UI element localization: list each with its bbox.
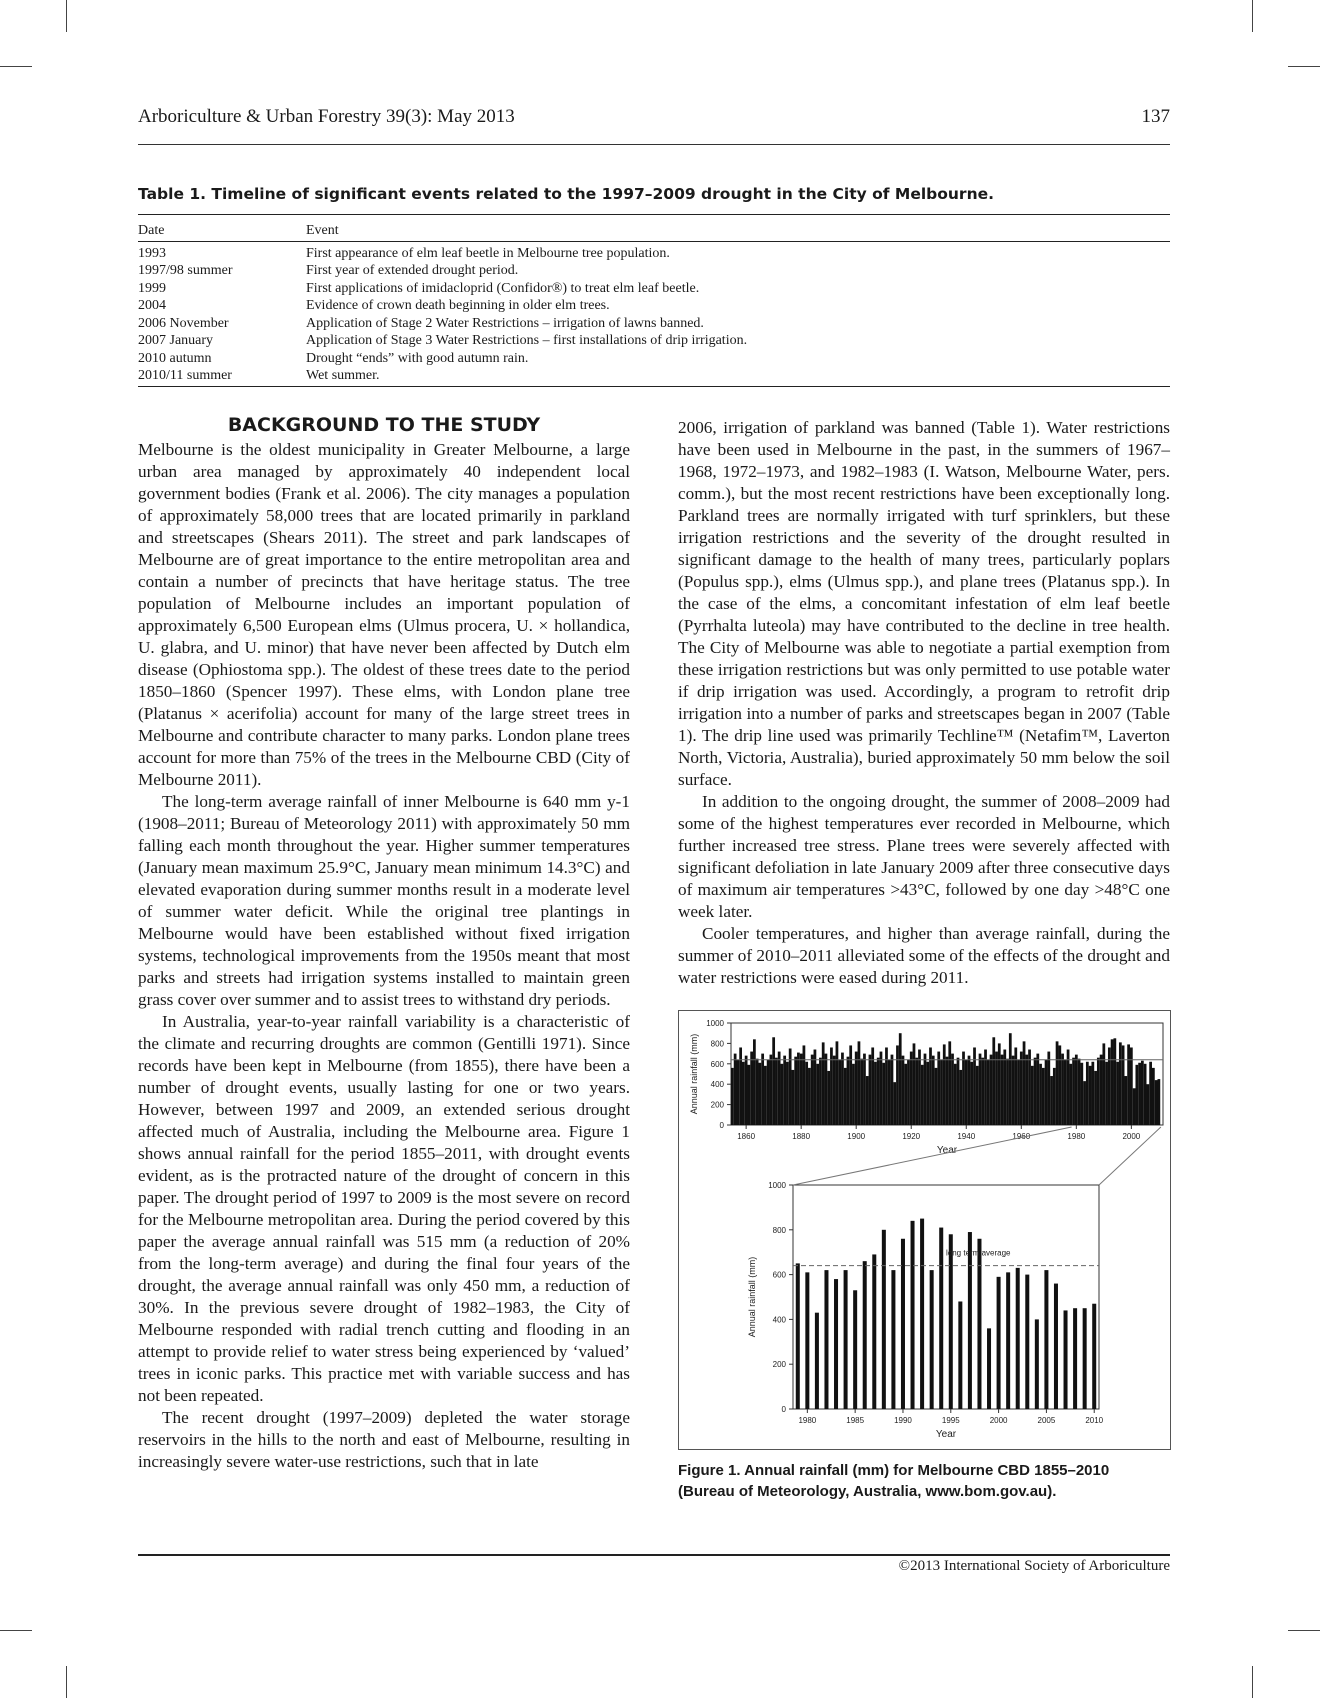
rainfall-bar	[1127, 1044, 1130, 1125]
rainfall-bar	[1039, 1064, 1042, 1125]
rainfall-bar	[1122, 1045, 1125, 1125]
x-tick-label: 1860	[737, 1132, 756, 1141]
rainfall-bar	[1054, 1284, 1058, 1409]
crop-mark	[0, 66, 32, 67]
y-axis-label: Annual rainfall (mm)	[689, 1033, 699, 1115]
rainfall-bar	[739, 1047, 742, 1125]
rainfall-bar	[1072, 1058, 1075, 1125]
rainfall-bar	[1014, 1047, 1017, 1125]
plot-frame	[793, 1185, 1099, 1409]
rainfall-bar	[1044, 1270, 1048, 1409]
y-tick-label: 0	[719, 1121, 724, 1130]
x-tick-label: 1995	[941, 1416, 960, 1425]
rainfall-bar	[998, 1043, 1001, 1125]
y-tick-label: 1000	[768, 1181, 786, 1190]
rainfall-bar	[781, 1064, 784, 1125]
crop-mark	[1288, 1630, 1320, 1631]
rainfall-bar	[737, 1060, 740, 1125]
rainfall-bar	[770, 1055, 773, 1125]
rainfall-bar	[1020, 1052, 1023, 1125]
y-axis-label: Annual rainfall (mm)	[747, 1256, 757, 1338]
rainfall-bar	[853, 1290, 857, 1409]
rainfall-bar	[866, 1076, 869, 1125]
page-number: 137	[1141, 106, 1170, 127]
rainfall-bar	[1028, 1050, 1031, 1125]
rainfall-bar	[984, 1050, 987, 1125]
y-tick-label: 800	[772, 1225, 786, 1235]
table-column-header: Date	[138, 215, 306, 242]
figure-caption: Figure 1. Annual rainfall (mm) for Melbourne CBD 1855–2010 (Bureau of Meteorology, Australia, www.bom.gov.au).	[678, 1462, 1110, 1500]
rainfall-bar	[764, 1066, 767, 1125]
rainfall-bar	[1116, 1062, 1119, 1125]
rainfall-bar	[1155, 1080, 1158, 1125]
rainfall-bar	[973, 1047, 976, 1125]
journal-title: Arboriculture & Urban Forestry 39(3): May 2013	[138, 106, 515, 127]
y-tick-label: 400	[710, 1080, 724, 1090]
section-title: BACKGROUND TO THE STUDY	[227, 414, 541, 436]
rainfall-bar	[1016, 1268, 1020, 1409]
crop-mark	[0, 1630, 32, 1631]
rainfall-bar	[990, 1055, 993, 1125]
rainfall-bar	[1064, 1310, 1068, 1409]
table-cell-date: 2010/11 summer	[138, 367, 306, 386]
rainfall-bar	[1023, 1041, 1026, 1125]
rainfall-bar	[937, 1052, 940, 1125]
rainfall-bar	[1141, 1061, 1144, 1125]
rainfall-bar	[844, 1068, 847, 1125]
rainfall-bar	[1045, 1060, 1048, 1125]
rainfall-bar	[792, 1070, 795, 1125]
table-cell-event: Application of Stage 2 Water Restrictions – irrigation of lawns banned.	[306, 315, 704, 331]
rainfall-bar	[1097, 1058, 1100, 1125]
table-cell-date: 2006 November	[138, 315, 229, 331]
rainfall-bar	[1133, 1088, 1136, 1125]
rainfall-bar	[924, 1054, 927, 1125]
rainfall-bar	[918, 1050, 921, 1125]
rainfall-bar	[816, 1064, 819, 1125]
rainfall-bar	[847, 1057, 850, 1125]
rainfall-bar	[877, 1058, 880, 1125]
rainfall-bar	[1083, 1308, 1087, 1409]
rainfall-bar	[1047, 1052, 1050, 1125]
table-row	[138, 241, 1170, 262]
rainfall-bar	[794, 1057, 797, 1125]
table-row	[138, 367, 1170, 386]
rainfall-bar	[772, 1037, 775, 1125]
rainfall-bar	[1102, 1043, 1105, 1125]
rainfall-bar	[940, 1060, 943, 1125]
rainfall-bar	[811, 1055, 814, 1125]
zoom-connector-line	[793, 1127, 1072, 1185]
rainfall-chart	[679, 1011, 1170, 1449]
x-tick-label: 1900	[847, 1132, 866, 1141]
rainfall-bar	[1146, 1084, 1149, 1125]
rainfall-bar	[759, 1063, 762, 1125]
rainfall-bar	[1135, 1065, 1138, 1125]
rainfall-bar	[926, 1062, 929, 1125]
rainfall-bar	[893, 1082, 896, 1125]
table-cell-date: 2004	[138, 298, 166, 313]
rainfall-bar	[885, 1047, 888, 1125]
rainfall-bar	[1056, 1041, 1059, 1125]
rainfall-bar	[943, 1044, 946, 1125]
x-tick-label: 1985	[846, 1416, 865, 1425]
copyright-footer: ©2013 International Society of Arboriculture	[898, 1558, 1170, 1574]
rainfall-bar	[882, 1230, 886, 1409]
y-tick-label: 200	[772, 1360, 786, 1370]
rainfall-bar	[911, 1221, 915, 1409]
rainfall-bar	[1034, 1058, 1037, 1125]
rainfall-bar	[1006, 1272, 1010, 1409]
rainfall-bar	[808, 1068, 811, 1125]
rainfall-bar	[871, 1047, 874, 1125]
y-tick-label: 600	[710, 1059, 724, 1069]
rainfall-bar	[761, 1054, 764, 1125]
rainfall-bar	[819, 1058, 822, 1125]
body-column-right	[678, 417, 1170, 989]
rainfall-bar	[1091, 1062, 1094, 1125]
rainfall-bar	[1073, 1308, 1077, 1409]
rainfall-bar	[860, 1059, 863, 1125]
rainfall-bar	[852, 1064, 855, 1125]
rainfall-bar	[1157, 1079, 1160, 1125]
rainfall-bar	[863, 1261, 867, 1409]
rainfall-bar	[796, 1263, 800, 1409]
body-paragraph: Cooler temperatures, and higher than average rainfall, during the summer of 2010–2011 alleviated some of the effects of the drought and water restrictions were eased during 2011.	[678, 924, 1170, 987]
rainfall-bar	[1152, 1068, 1155, 1125]
rainfall-bar	[767, 1060, 770, 1125]
rainfall-bar	[756, 1059, 759, 1125]
rainfall-bar	[1006, 1059, 1009, 1125]
rainfall-bar	[891, 1055, 894, 1125]
rainfall-bar	[913, 1043, 916, 1125]
rainfall-bar	[965, 1060, 968, 1125]
rainfall-bar	[1053, 1068, 1056, 1125]
rainfall-bar	[858, 1041, 861, 1125]
x-tick-label: 2010	[1085, 1416, 1104, 1425]
rainfall-bar	[783, 1056, 786, 1125]
rainfall-bar	[995, 1052, 998, 1125]
rainfall-bar	[1025, 1055, 1028, 1125]
rainfall-bar	[882, 1063, 885, 1125]
rainfall-bar	[1092, 1304, 1096, 1409]
body-paragraph: 2006, irrigation of parkland was banned (Table 1). Water restrictions have been used in Melbourne in the past, in the summers of 1967–1968, 1972–1973, and 1982–1983 (I. Watson, Melbourne Water, pers. comm.), but the most recent restrictions have been exceptionally long. Parkland trees are normally irrigated with turf sprinklers, but these irrigation restrictions and the severity of the drought resulted in significant damage to the health of many trees, particularly poplars (Populus spp.), elms (Ulmus spp.), and plane trees (Platanus spp.). In the case of the elms, a concomitant infestation of elm leaf beetle (Pyrrhalta luteola) may have contributed to the decline in tree health. The City of Melbourne was able to negotiate a partial exemption from these irrigation restrictions but was only permitted to use potable water if drip irrigation was used. Accordingly, a program to retrofit drip irrigation into a number of parks and streetscapes began in 2007 (Table 1). The drip line used was primarily Techline™ (Netafim™, Laverton North, Victoria, Australia), buried approximately 50 mm below the soil surface.	[678, 418, 1170, 789]
body-paragraph: Melbourne is the oldest municipality in Greater Melbourne, a large urban area managed by approximately 40 independent local government bodies (Frank et al. 2006). The city manages a population of approximately 58,000 trees that are located primarily in parkland and streetscapes (Shears 2011). The street and park landscapes of Melbourne are of great importance to the entire metropolitan area and contain a number of precincts that have heritage status. The tree population of Melbourne includes an important population of approximately 6,500 European elms (Ulmus procera, U. × hollandica, U. glabra, and U. minor) that have never been affected by Dutch elm disease (Ophiostoma spp.). The oldest of these trees date to the period 1850–1860 (Spencer 1997). These elms, with London plane tree (Platanus × acerifolia) account for many of the large street trees in Melbourne and contribute character to many parks. London plane trees account for more than 75% of the trees in the Melbourne CBD (City of Melbourne 2011).	[138, 440, 630, 789]
figure-1	[678, 1010, 1171, 1450]
rainfall-bar	[1130, 1047, 1133, 1125]
rainfall-bar	[935, 1068, 938, 1125]
rainfall-bar	[815, 1313, 819, 1409]
table-cell-date: 1993	[138, 245, 166, 261]
table-row	[138, 315, 1170, 333]
table-cell-date: 2007 January	[138, 333, 214, 348]
rainfall-bar	[1035, 1319, 1039, 1409]
rainfall-bar	[1138, 1063, 1141, 1125]
rainfall-bar	[1113, 1038, 1116, 1125]
footer-rule	[138, 1554, 1170, 1556]
rainfall-bar	[1012, 1056, 1015, 1125]
rainfall-bar	[863, 1054, 866, 1125]
x-tick-label: 1880	[792, 1132, 811, 1141]
crop-mark	[1288, 66, 1320, 67]
rainfall-bar	[902, 1056, 905, 1125]
rainfall-bar	[1144, 1064, 1147, 1125]
rainfall-bar	[992, 1037, 995, 1125]
rainfall-bar	[825, 1054, 828, 1125]
header-rule	[138, 144, 1170, 145]
rainfall-bar	[1069, 1064, 1072, 1125]
rainfall-bar	[1003, 1050, 1006, 1125]
rainfall-bar	[814, 1050, 817, 1125]
rainfall-bar	[803, 1045, 806, 1125]
rainfall-bar	[915, 1058, 918, 1125]
x-axis-label: Year	[935, 1429, 957, 1440]
rainfall-bar	[946, 1057, 949, 1125]
table-cell-event: Wet summer.	[306, 367, 1170, 386]
rainfall-bar	[891, 1270, 895, 1409]
rainfall-bar	[874, 1062, 877, 1125]
rainfall-bar	[979, 1054, 982, 1125]
rainfall-bar	[834, 1279, 838, 1409]
rainfall-bar	[830, 1047, 833, 1125]
rainfall-bar	[962, 1052, 965, 1125]
rainfall-bar	[1149, 1062, 1152, 1125]
reference-line-label: long term average	[946, 1248, 1011, 1258]
rainfall-bar	[987, 1060, 990, 1125]
rainfall-bar	[800, 1054, 803, 1125]
rainfall-bar	[932, 1056, 935, 1125]
table-cell-event: First year of extended drought period.	[306, 263, 519, 278]
table-row	[138, 280, 1170, 298]
table-cell-event: First applications of imidacloprid (Confidor®) to treat elm leaf beetle.	[306, 280, 700, 296]
rainfall-bar	[836, 1041, 839, 1125]
rainfall-bar	[1050, 1076, 1053, 1125]
rainfall-bar	[1025, 1275, 1029, 1409]
rainfall-bar	[750, 1052, 753, 1125]
rainfall-bar	[921, 1065, 924, 1125]
crop-mark	[1252, 1666, 1253, 1698]
table-cell-event: First appearance of elm leaf beetle in Melbourne tree population.	[306, 245, 670, 261]
rainfall-bar	[844, 1270, 848, 1409]
rainfall-bar	[1119, 1042, 1122, 1125]
rainfall-bar	[805, 1062, 808, 1125]
rainfall-bar	[1058, 1045, 1061, 1125]
table-cell-event: Drought “ends” with good autumn rain.	[306, 350, 529, 366]
rainfall-bar	[1067, 1050, 1070, 1125]
rainfall-bar	[827, 1071, 830, 1125]
table-cell-date: 1997/98 summer	[138, 263, 233, 278]
rainfall-bar	[948, 1041, 951, 1125]
rainfall-bar	[968, 1232, 972, 1409]
rainfall-bar	[981, 1058, 984, 1125]
rainfall-bar	[951, 1054, 954, 1125]
table-header-row	[138, 215, 1170, 242]
x-tick-label: 2000	[989, 1416, 1008, 1425]
rainfall-bar	[838, 1060, 841, 1125]
rainfall-bar	[949, 1234, 953, 1409]
rainfall-bar	[1086, 1062, 1089, 1125]
x-tick-label: 1920	[902, 1132, 921, 1141]
rainfall-bar	[753, 1039, 756, 1125]
rainfall-bar	[901, 1239, 905, 1409]
rainfall-bar	[977, 1239, 981, 1409]
rainfall-bar	[748, 1065, 751, 1125]
rainfall-bar	[872, 1254, 876, 1409]
rainfall-bar	[778, 1052, 781, 1125]
rainfall-bar	[896, 1045, 899, 1125]
rainfall-bar	[1124, 1076, 1127, 1125]
rainfall-bar	[959, 1070, 962, 1125]
rainfall-bar	[869, 1055, 872, 1125]
rainfall-bar	[968, 1056, 971, 1125]
x-tick-label: 1990	[894, 1416, 912, 1425]
rainfall-bar	[888, 1060, 891, 1125]
crop-mark	[1252, 0, 1253, 32]
rainfall-bar	[954, 1064, 957, 1125]
table-cell-event: Application of Stage 3 Water Restrictions – first installations of drip irrigation.	[306, 333, 748, 348]
table-row	[138, 297, 1170, 315]
table-column-header: Event	[306, 215, 1170, 242]
rainfall-bar	[1100, 1055, 1103, 1125]
rainfall-bar	[742, 1062, 745, 1125]
crop-mark	[66, 1666, 67, 1698]
rainfall-bar	[1108, 1047, 1111, 1125]
y-tick-label: 0	[781, 1405, 786, 1414]
rainfall-bar	[920, 1219, 924, 1409]
rainfall-bar	[929, 1047, 932, 1125]
rainfall-bar	[904, 1064, 907, 1125]
rainfall-bar	[745, 1056, 748, 1125]
rainfall-bar	[1111, 1039, 1114, 1125]
rainfall-bar	[786, 1062, 789, 1125]
rainfall-bar	[1078, 1059, 1081, 1125]
rainfall-bar	[1001, 1055, 1004, 1125]
rainfall-bar	[1080, 1063, 1083, 1125]
rainfall-bar	[855, 1052, 858, 1125]
rainfall-bar	[907, 1060, 910, 1125]
rainfall-bar	[1083, 1081, 1086, 1125]
rainfall-bar	[1036, 1054, 1039, 1125]
rainfall-bar	[997, 1277, 1001, 1409]
body-column-left	[138, 439, 630, 1473]
rainfall-bar	[805, 1272, 809, 1409]
table-cell-event: Evidence of crown death beginning in older elm trees.	[306, 298, 610, 313]
body-paragraph: In addition to the ongoing drought, the summer of 2008–2009 had some of the highest temperatures ever recorded in Melbourne, which further increased tree stress. Plane trees were severely affected with significant defoliation in late January 2009 after three consecutive days of maximum air temperatures >43°C, followed by one day >48°C one week later.	[678, 792, 1170, 921]
y-tick-label: 600	[772, 1270, 786, 1280]
rainfall-bar	[1017, 1060, 1020, 1125]
table-row	[138, 332, 1170, 350]
x-tick-label: 2000	[1122, 1132, 1141, 1141]
x-tick-label: 1980	[1067, 1132, 1086, 1141]
rainfall-bar	[734, 1054, 737, 1125]
rainfall-bar	[1094, 1071, 1097, 1125]
rainfall-bar	[1064, 1060, 1067, 1125]
rainfall-bar	[1105, 1062, 1108, 1125]
rainfall-bar	[731, 1068, 734, 1125]
rainfall-bar	[775, 1058, 778, 1125]
x-tick-label: 1960	[1012, 1132, 1031, 1141]
rainfall-bar	[1089, 1066, 1092, 1125]
rainfall-bar	[930, 1270, 934, 1409]
table-row	[138, 262, 1170, 280]
x-axis-label: Year	[936, 1145, 958, 1156]
y-tick-label: 400	[772, 1315, 786, 1325]
table-cell-date: 2010 autumn	[138, 350, 212, 366]
rainfall-bar	[833, 1056, 836, 1125]
running-head	[138, 106, 1170, 128]
table-row	[138, 350, 1170, 368]
rainfall-bar	[1009, 1033, 1012, 1125]
rainfall-bar	[957, 1058, 960, 1125]
rainfall-bar	[841, 1053, 844, 1125]
rainfall-bar	[976, 1066, 979, 1125]
x-tick-label: 1980	[798, 1416, 817, 1425]
table-caption: Table 1. Timeline of significant events related to the 1997–2009 drought in the City of Melbourne.	[138, 185, 995, 203]
y-tick-label: 200	[710, 1100, 724, 1110]
y-tick-label: 1000	[706, 1019, 724, 1028]
x-tick-label: 2005	[1037, 1416, 1056, 1425]
rainfall-bar	[939, 1228, 943, 1409]
rainfall-bar	[849, 1045, 852, 1125]
rainfall-bar	[824, 1270, 828, 1409]
rainfall-bar	[880, 1052, 883, 1125]
rainfall-bar	[1061, 1054, 1064, 1125]
table-cell-date: 1999	[138, 280, 166, 296]
rainfall-bar	[1031, 1066, 1034, 1125]
crop-mark	[66, 0, 67, 32]
rainfall-bar	[822, 1042, 825, 1125]
rainfall-bar	[1042, 1068, 1045, 1125]
rainfall-bar	[970, 1062, 973, 1125]
rainfall-bar	[987, 1328, 991, 1409]
x-tick-label: 1940	[957, 1132, 976, 1141]
timeline-table	[138, 214, 1170, 387]
rainfall-bar	[910, 1052, 913, 1125]
rainfall-bar	[899, 1033, 902, 1125]
y-tick-label: 800	[710, 1039, 724, 1049]
body-paragraph: In Australia, year-to-year rainfall variability is a characteristic of the climate and recurring droughts are common (Gentilli 1971). Since records have been kept in Melbourne (from 1855), there have been a number of drought events, usually lasting for one or two years. However, between 1997 and 2009, an extended serious drought affected much of Australia, including the Melbourne area. Figure 1 shows annual rainfall for the period 1855–2011, with drought events evident, as is the protracted nature of the drought of concern in this paper. The drought period of 1997 to 2009 is the most severe on record for the Melbourne metropolitan area. During the period covered by this paper the average annual rainfall was 515 mm (a reduction of 20% from the long-term average) and during the final four years of the drought, the average annual rainfall was only 450 mm, a reduction of 30%. In the previous severe drought of 1982–1983, the City of Melbourne responded with radial trench cutting and flooding in an attempt to provide relief to water stress being experienced by ‘valued’ trees in iconic parks. This practice met with variable success and has not been repeated.	[138, 1012, 630, 1405]
rainfall-bar	[1075, 1055, 1078, 1125]
rainfall-bar	[958, 1301, 962, 1409]
body-paragraph: The long-term average rainfall of inner Melbourne is 640 mm y-1 (1908–2011; Bureau of Meteorology 2011) with approximately 50 mm falling each month throughout the year. Higher summer temperatures (January mean maximum 25.9°C, January mean minimum 14.3°C) and elevated evaporation during summer months result in a moderate level of summer water deficit. While the original tree plantings in Melbourne would have been established without fixed irrigation systems, technological improvements from the 1950s meant that most parks and streets had irrigation systems installed to maintain green grass cover over summer and to assist trees to withstand dry periods.	[138, 792, 630, 1009]
rainfall-bar	[797, 1053, 800, 1125]
body-paragraph: The recent drought (1997–2009) depleted the water storage reservoirs in the hills to the north and east of Melbourne, resulting in increasingly severe water-use restrictions, such that in late	[138, 1408, 630, 1471]
